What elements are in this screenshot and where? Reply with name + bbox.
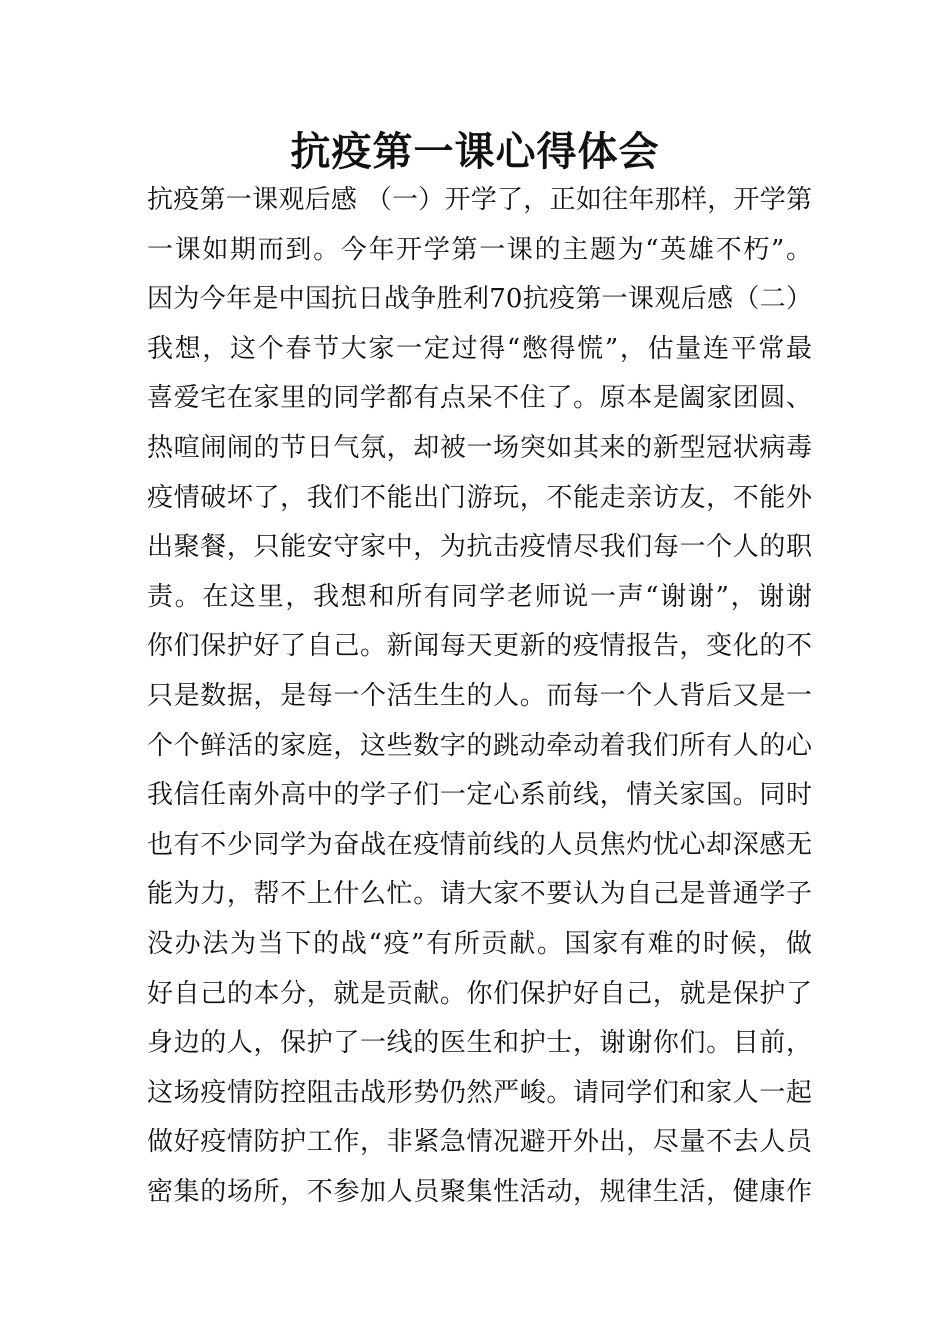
document-title: 抗疫第一课心得体会 — [290, 128, 660, 175]
body-line: 好自己的本分，就是贡献。你们保护好自己，就是保护了 — [147, 978, 812, 1009]
body-line: 做好疫情防护工作，非紧急情况避开外出，尽量不去人员 — [147, 1127, 812, 1158]
body-line: 我想，这个春节大家一定过得“憋得慌”，估量连平常最 — [147, 333, 812, 364]
body-line: 喜爱宅在家里的同学都有点呆不住了。原本是阖家团圆、 — [147, 383, 812, 414]
body-line: 出聚餐，只能安守家中，为抗击疫情尽我们每一个人的职 — [147, 532, 812, 563]
body-line: 疫情破坏了，我们不能出门游玩，不能走亲访友，不能外 — [147, 482, 812, 513]
body-line: 我信任南外高中的学子们一定心系前线，情关家国。同时 — [147, 780, 812, 811]
body-line: 能为力，帮不上什么忙。请大家不要认为自己是普通学子 — [147, 879, 812, 910]
body-line: 只是数据，是每一个活生生的人。而每一个人背后又是一 — [147, 680, 812, 711]
body-line: 热喧闹闹的节日气氛，却被一场突如其来的新型冠状病毒 — [147, 432, 812, 463]
body-line: 身边的人，保护了一线的医生和护士，谢谢你们。目前， — [147, 1028, 812, 1059]
body-line: 这场疫情防控阻击战形势仍然严峻。请同学们和家人一起 — [147, 1077, 812, 1108]
body-line: 个个鲜活的家庭，这些数字的跳动牵动着我们所有人的心 — [147, 730, 812, 761]
body-line: 一课如期而到。今年开学第一课的主题为“英雄不朽”。 — [147, 234, 812, 265]
body-line: 因为今年是中国抗日战争胜利70抗疫第一课观后感（二） — [147, 284, 812, 315]
body-line: 也有不少同学为奋战在疫情前线的人员焦灼忧心却深感无 — [147, 829, 812, 860]
body-line: 责。在这里，我想和所有同学老师说一声“谢谢”，谢谢 — [147, 581, 812, 612]
body-line: 密集的场所，不参加人员聚集性活动，规律生活，健康作 — [147, 1176, 812, 1207]
body-line: 没办法为当下的战“疫”有所贡献。国家有难的时候，做 — [147, 928, 812, 959]
document-body — [147, 176, 812, 1217]
body-line: 抗疫第一课观后感 （一）开学了，正如往年那样，开学第 — [147, 185, 812, 215]
body-line: 你们保护好了自己。新闻每天更新的疫情报告，变化的不 — [147, 631, 812, 662]
